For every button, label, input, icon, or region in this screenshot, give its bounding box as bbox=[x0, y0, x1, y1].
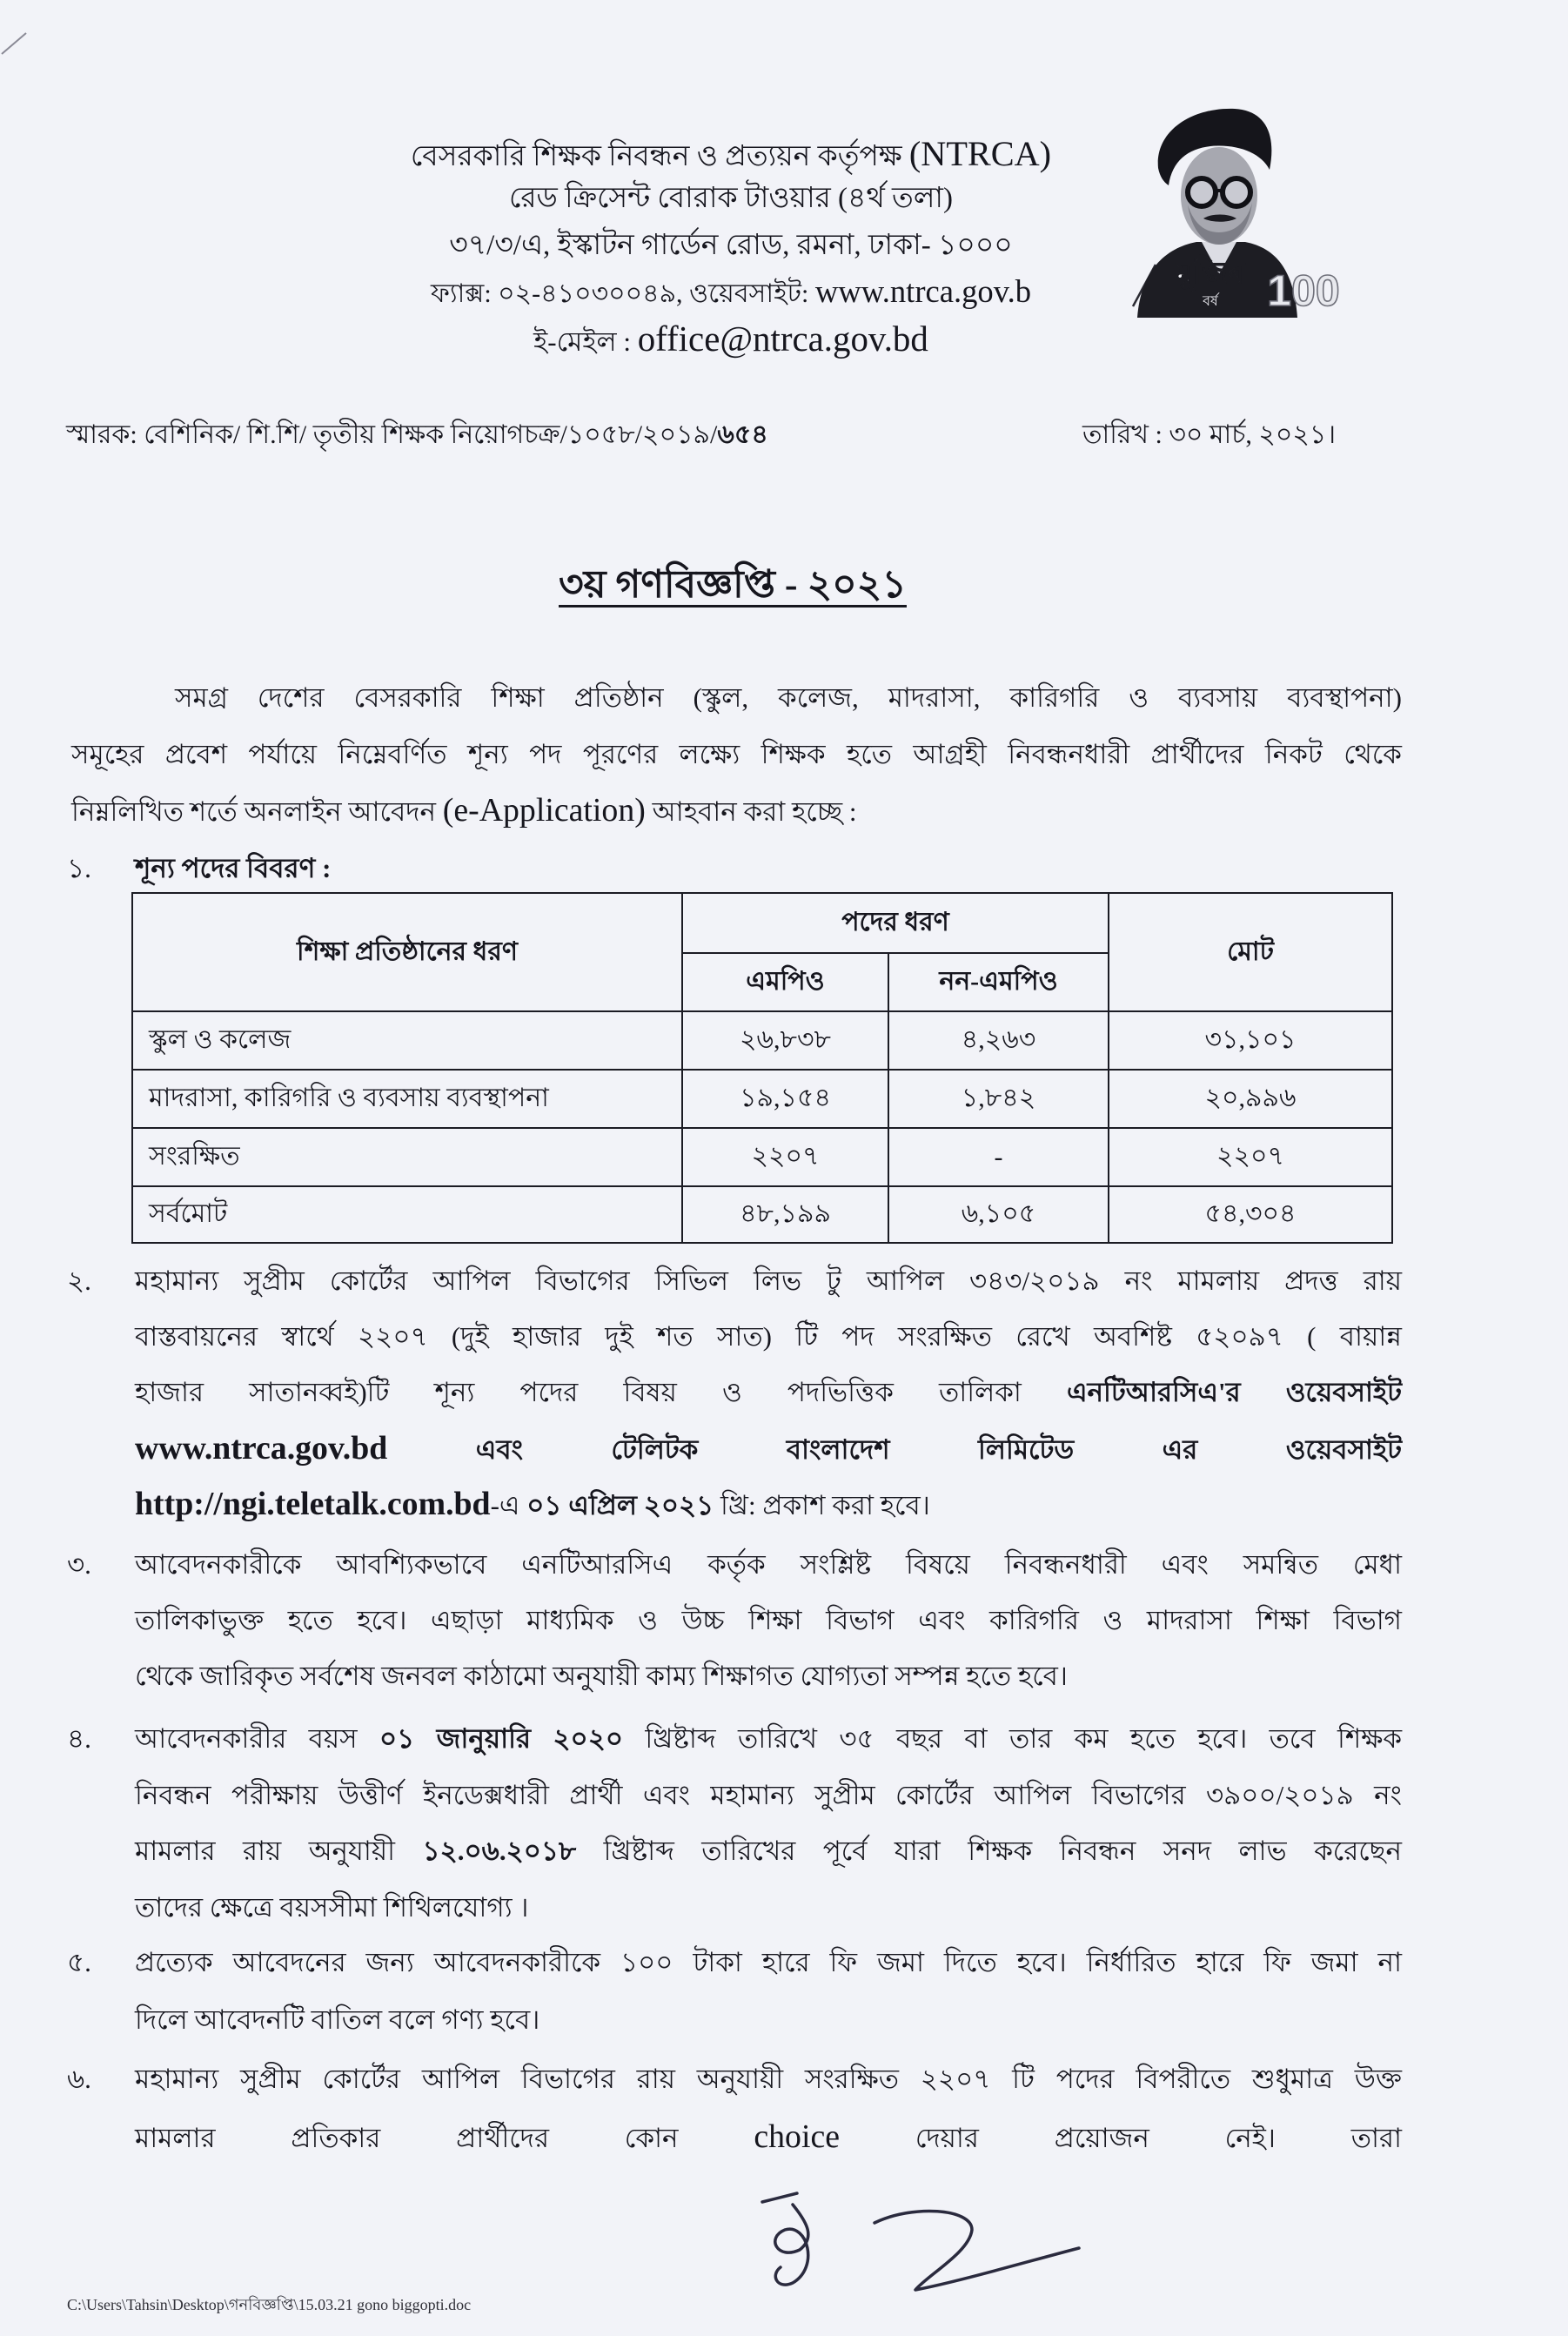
paragraph-text: প্রত্যেক আবেদনের জন্য আবেদনকারীকে ১০০ টাকা হারে ফি জমা দিতে হবে। নির্ধারিত হারে ফি জমা না bbox=[135, 1947, 1402, 1977]
paragraph-line bbox=[135, 1934, 1402, 1991]
table-total-row bbox=[132, 1186, 1392, 1243]
cell-institution: সর্বমোট bbox=[132, 1186, 682, 1243]
org-abbr: (NTRCA) bbox=[908, 134, 1052, 173]
intro-text: সমূহের প্রবেশ পর্যায়ে নিম্নেবর্ণিত শূন্য পদ পূরণের লক্ষ্যে শিক্ষক হতে আগ্রহী নিবন্ধনধারী প্রার্থীদের নিকট থেকে bbox=[71, 739, 1402, 769]
paragraph-text: তালিকাভুক্ত হতে হবে। এছাড়া মাধ্যমিক ও উচ্চ শিক্ষা বিভাগ এবং কারিগরি ও মাদরাসা শিক্ষা বিভাগ bbox=[135, 1605, 1402, 1635]
cell-institution: স্কুল ও কলেজ bbox=[132, 1011, 682, 1070]
paragraph-line bbox=[135, 1309, 1402, 1365]
cell-total: ২০,৯৯৬ bbox=[1109, 1070, 1392, 1128]
e-application-text: (e-Application) bbox=[442, 792, 646, 829]
paragraph-line bbox=[135, 1880, 1402, 1937]
paragraph-line bbox=[135, 1537, 1402, 1593]
cell-total: ৫৪,৩০৪ bbox=[1109, 1186, 1392, 1243]
item-5-paragraph bbox=[135, 1934, 1402, 2049]
age-reference-date: ০১ জানুয়ারি ২০২০ bbox=[379, 1723, 624, 1754]
paragraph-line bbox=[135, 1991, 1402, 2049]
table-header-row bbox=[132, 893, 1392, 953]
address-line bbox=[331, 223, 1131, 268]
paragraph-text: তাদের ক্ষেত্রে বয়সসীমা শিথিলযোগ্য । bbox=[135, 1891, 529, 1923]
item-3-paragraph bbox=[135, 1537, 1402, 1704]
publish-date: ০১ এপ্রিল ২০২১ bbox=[526, 1490, 714, 1520]
item-6-paragraph bbox=[135, 2051, 1402, 2165]
paragraph-line bbox=[135, 1823, 1402, 1880]
paragraph-line bbox=[135, 2051, 1402, 2108]
signature bbox=[748, 2180, 1096, 2311]
col-header-non-mpo: নন-এমপিও bbox=[888, 953, 1109, 1011]
choice-word: choice bbox=[754, 2118, 841, 2155]
table-row bbox=[132, 1011, 1392, 1070]
table-row bbox=[132, 1128, 1392, 1186]
mujib-borsho-100-logo-icon bbox=[1127, 100, 1357, 318]
item-number: ৫. bbox=[67, 1947, 91, 1977]
paragraph-text: খ্রিষ্টাব্দ তারিখে ৩৫ বছর বা তার কম হতে হবে। তবে শিক্ষক bbox=[645, 1723, 1403, 1754]
intro-line bbox=[71, 726, 1402, 782]
item-number: ৬. bbox=[67, 2064, 91, 2094]
org-name-line bbox=[331, 131, 1131, 177]
page-title bbox=[428, 557, 1037, 613]
paragraph-text: খ্রি: প্রকাশ করা হবে। bbox=[720, 1490, 930, 1520]
fax-website-line bbox=[331, 269, 1131, 314]
intro-paragraph bbox=[71, 669, 1402, 839]
bold-text: এবং টেলিটক বাংলাদেশ লিমিটেড এর ওয়েবসাইট bbox=[475, 1434, 1402, 1465]
paragraph-text: হাজার সাতানব্বই)টি শূন্য পদের বিষয় ও পদভিত্তিক তালিকা bbox=[135, 1377, 1022, 1407]
cell-non-mpo: ৪,২৬৩ bbox=[888, 1011, 1109, 1070]
col-header-institution: শিক্ষা প্রতিষ্ঠানের ধরণ bbox=[132, 893, 682, 1011]
table-row bbox=[132, 1070, 1392, 1128]
memo-date-text: তারিখ : ৩০ মার্চ, ২০২১। bbox=[1082, 420, 1337, 449]
paragraph-line bbox=[135, 1253, 1402, 1309]
bold-text: এনটিআরসিএ'র ওয়েবসাইট bbox=[1066, 1377, 1402, 1407]
intro-line bbox=[71, 669, 1402, 726]
logo-subtitle: বর্ষ bbox=[1203, 292, 1218, 309]
paragraph-text: আবেদনকারীর বয়স bbox=[135, 1723, 358, 1754]
col-header-post-type: পদের ধরণ bbox=[682, 893, 1109, 953]
building: রেড ক্রিসেন্ট বোরাক টাওয়ার (৪র্থ তলা) bbox=[509, 183, 953, 214]
memo-reference: স্মারক: বেশিনিক/ শি.শি/ তৃতীয় শিক্ষক নিয়োগচক্র/১০৫৮/২০১৯/ bbox=[66, 420, 718, 449]
org-name: বেসরকারি শিক্ষক নিবন্ধন ও প্রত্যয়ন কর্তৃপক্ষ bbox=[410, 141, 902, 172]
item-number: ১. bbox=[67, 853, 91, 883]
cell-mpo: ৪৮,১৯৯ bbox=[682, 1186, 888, 1243]
cell-total: ২২০৭ bbox=[1109, 1128, 1392, 1186]
item-number: ৩. bbox=[67, 1549, 91, 1580]
paragraph-line bbox=[135, 1365, 1402, 1420]
cell-institution: সংরক্ষিত bbox=[132, 1128, 682, 1186]
email-line bbox=[331, 317, 1131, 362]
item-number: ২. bbox=[67, 1265, 91, 1296]
paragraph-line bbox=[135, 1476, 1402, 1532]
cell-mpo: ২৬,৮৩৮ bbox=[682, 1011, 888, 1070]
paragraph-text: দিলে আবেদনটি বাতিল বলে গণ্য হবে। bbox=[135, 2004, 540, 2035]
col-header-total: মোট bbox=[1109, 893, 1392, 1011]
col-header-mpo: এমপিও bbox=[682, 953, 888, 1011]
paragraph-text: মামলার প্রতিকার প্রার্থীদের কোন bbox=[135, 2123, 679, 2153]
section-heading: শূন্য পদের বিবরণ : bbox=[135, 853, 332, 883]
item-4-paragraph bbox=[135, 1711, 1402, 1936]
item-2-paragraph bbox=[135, 1253, 1402, 1532]
logo-title: মুজিব bbox=[1176, 256, 1244, 291]
paragraph-text: আবেদনকারীকে আবশ্যিকভাবে এনটিআরসিএ কর্তৃক সংশ্লিষ্ট বিষয়ে নিবন্ধনধারী এবং সমন্বিত মেধা bbox=[135, 1549, 1402, 1580]
website: www.ntrca.gov.b bbox=[814, 273, 1032, 309]
paragraph-line bbox=[135, 2108, 1402, 2165]
ntrca-website-url: www.ntrca.gov.bd bbox=[135, 1430, 388, 1467]
paragraph-text: দেয়ার প্রয়োজন নেই। তারা bbox=[915, 2123, 1403, 2153]
paragraph-text: মহামান্য সুপ্রীম কোর্টের আপিল বিভাগের রায় অনুযায়ী সংরক্ষিত ২২০৭ টি পদের বিপরীতে শুধুমাত্র উক্ত bbox=[135, 2064, 1402, 2094]
intro-text: নিম্নলিখিত শর্তে অনলাইন আবেদন bbox=[71, 796, 436, 827]
paragraph-text: বাস্তবায়নের স্বার্থে ২২০৭ (দুই হাজার দুই শত সাত) টি পদ সংরক্ষিত রেখে অবশিষ্ট ৫২০৯৭ ( বায়ান্ন bbox=[135, 1321, 1402, 1352]
vacancy-table bbox=[131, 892, 1393, 1244]
cell-total: ৩১,১০১ bbox=[1109, 1011, 1392, 1070]
memo-date bbox=[1082, 413, 1413, 458]
paragraph-line bbox=[135, 1648, 1402, 1704]
intro-line bbox=[71, 782, 1402, 839]
scan-mark bbox=[0, 26, 35, 61]
file-path-footer: C:\Users\Tahsin\Desktop\গনবিজ্ঞপ্তি\15.03.21 gono biggopti.doc bbox=[67, 2296, 472, 2313]
logo-number: 100 bbox=[1267, 266, 1340, 315]
memo-reference-line bbox=[66, 413, 1006, 458]
building-line bbox=[331, 176, 1131, 221]
paragraph-text: মামলার রায় অনুযায়ী bbox=[135, 1836, 396, 1866]
paragraph-text: -এ bbox=[490, 1490, 520, 1520]
email-label: ই-মেইল : bbox=[533, 326, 631, 357]
paragraph-line bbox=[135, 1768, 1402, 1824]
cell-institution: মাদরাসা, কারিগরি ও ব্যবসায় ব্যবস্থাপনা bbox=[132, 1070, 682, 1128]
cell-non-mpo: ৬,১০৫ bbox=[888, 1186, 1109, 1243]
cell-mpo: ১৯,১৫৪ bbox=[682, 1070, 888, 1128]
item-1-heading bbox=[135, 841, 1402, 896]
page-title-text: ৩য় গণবিজ্ঞপ্তি - ২০২১ bbox=[559, 563, 907, 606]
cell-non-mpo: - bbox=[888, 1128, 1109, 1186]
certificate-date: ১২.০৬.২০১৮ bbox=[422, 1836, 577, 1866]
paragraph-text: নিবন্ধন পরীক্ষায় উত্তীর্ণ ইনডেক্সধারী প্রার্থী এবং মহামান্য সুপ্রীম কোর্টের আপিল বিভাগের ৩৯০০/২০১৯ নং bbox=[135, 1779, 1402, 1810]
teletalk-website-url: http://ngi.teletalk.com.bd bbox=[135, 1486, 491, 1522]
address: ৩৭/৩/এ, ইস্কাটন গার্ডেন রোড, রমনা, ঢাকা- ১০০০ bbox=[449, 230, 1013, 261]
paragraph-line bbox=[135, 1593, 1402, 1648]
email: office@ntrca.gov.bd bbox=[637, 319, 928, 359]
paragraph-line bbox=[135, 1711, 1402, 1768]
item-number: ৪. bbox=[67, 1723, 91, 1754]
memo-reference-number: ৬৫৪ bbox=[717, 420, 768, 449]
intro-text: আহবান করা হচ্ছে : bbox=[652, 796, 857, 827]
paragraph-text: খ্রিষ্টাব্দ তারিখের পূর্বে যারা শিক্ষক নিবন্ধন সনদ লাভ করেছেন bbox=[603, 1836, 1403, 1866]
paragraph-text: মহামান্য সুপ্রীম কোর্টের আপিল বিভাগের সিভিল লিভ টু আপিল ৩৪৩/২০১৯ নং মামলায় প্রদত্ত রায় bbox=[135, 1265, 1402, 1296]
cell-non-mpo: ১,৮৪২ bbox=[888, 1070, 1109, 1128]
cell-mpo: ২২০৭ bbox=[682, 1128, 888, 1186]
intro-text: সমগ্র দেশের বেসরকারি শিক্ষা প্রতিষ্ঠান (স্কুল, কলেজ, মাদরাসা, কারিগরি ও ব্যবসায় ব্যবস্থাপনা) bbox=[175, 682, 1402, 713]
paragraph-line bbox=[135, 1420, 1402, 1476]
paragraph-text: থেকে জারিকৃত সর্বশেষ জনবল কাঠামো অনুযায়ী কাম্য শিক্ষাগত যোগ্যতা সম্পন্ন হতে হবে। bbox=[135, 1661, 1069, 1691]
fax-website-label: ফ্যাক্স: ০২-৪১০৩০০৪৯, ওয়েবসাইট: bbox=[430, 279, 809, 308]
